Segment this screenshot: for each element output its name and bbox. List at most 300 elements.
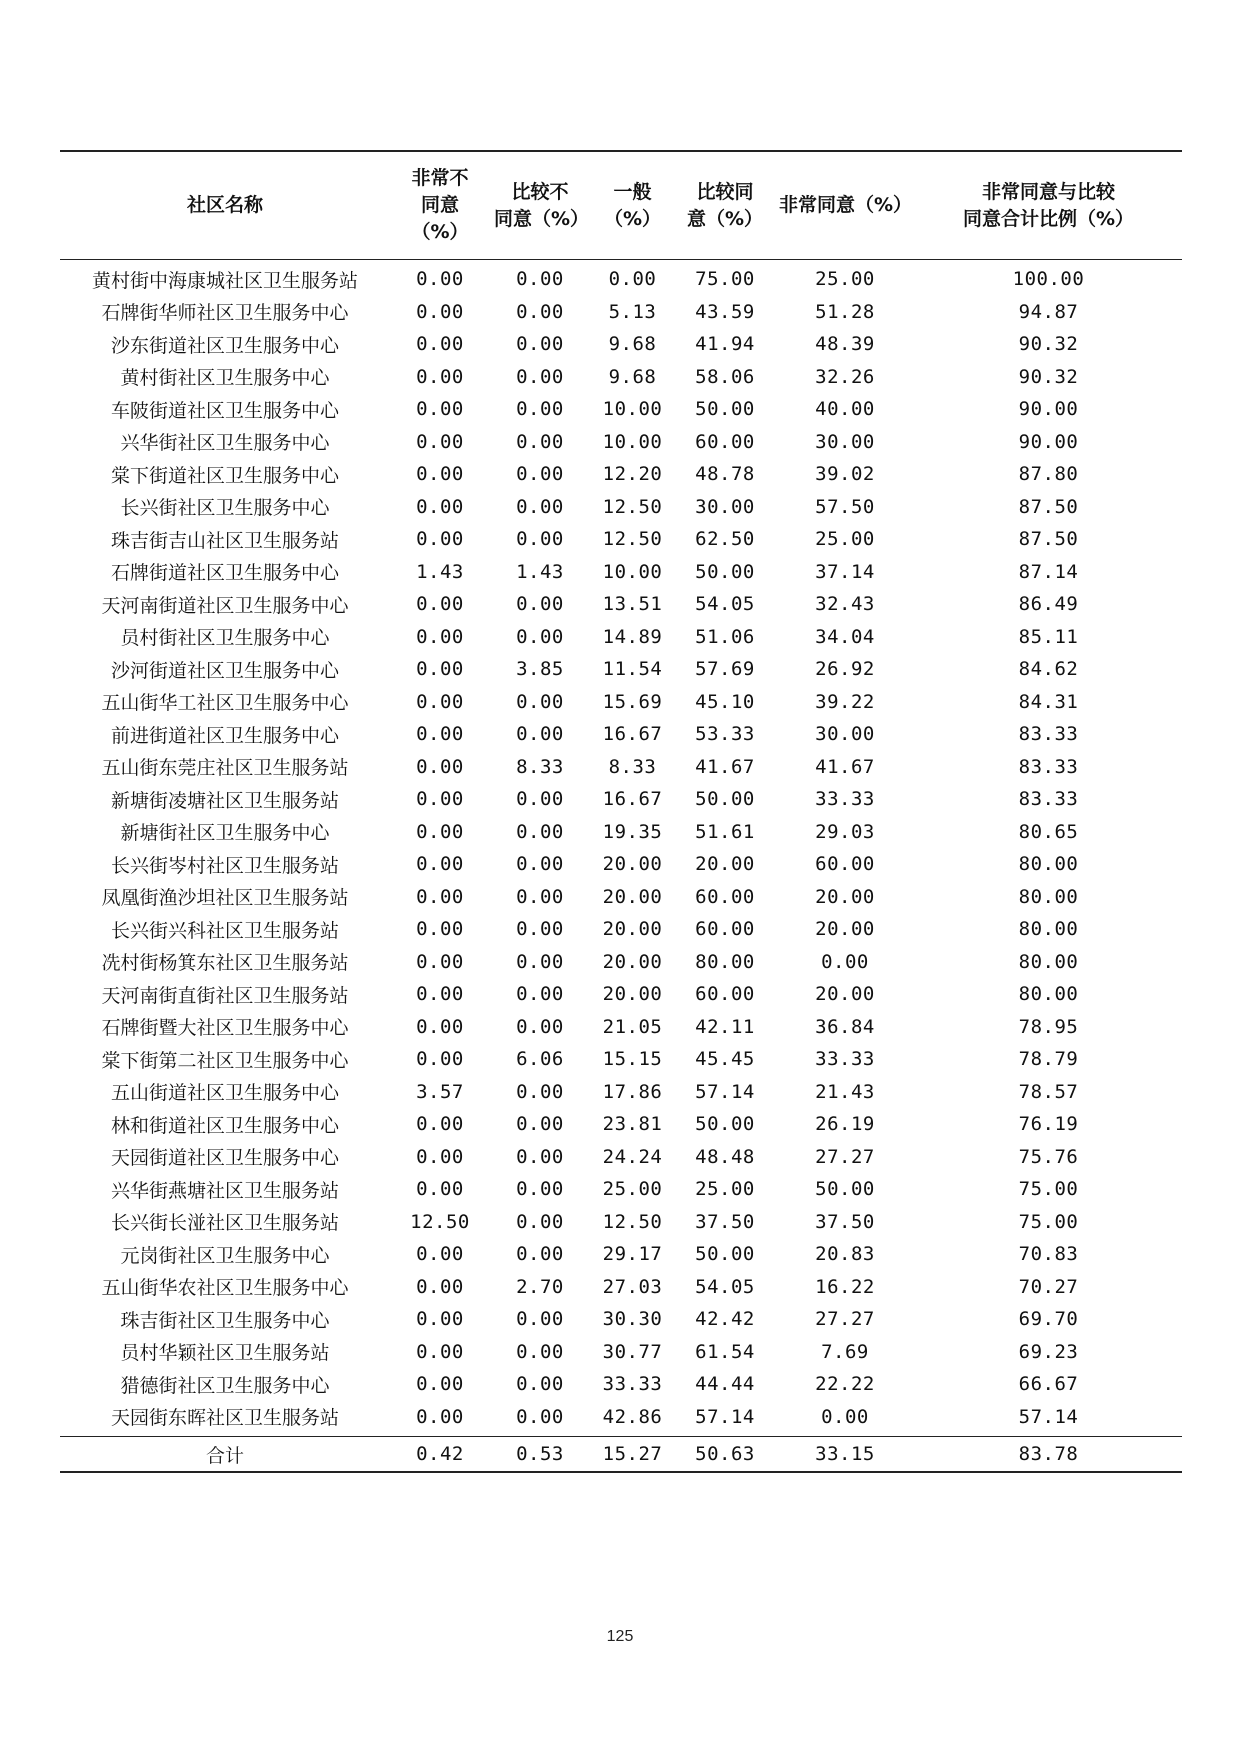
table-row (60, 783, 1182, 816)
cell-agree: 42.11 (695, 1015, 755, 1038)
cell-strongly-disagree: 0.00 (416, 658, 464, 681)
cell-neutral: 12.20 (602, 463, 663, 486)
cell-neutral: 20.00 (602, 918, 663, 941)
cell-disagree: 0.00 (516, 1308, 564, 1331)
cell-agree: 58.06 (695, 365, 755, 388)
table-row (60, 491, 1182, 524)
cell-neutral: 12.50 (602, 495, 663, 518)
cell-disagree: 8.33 (516, 755, 564, 778)
cell-strongly-agree: 39.02 (815, 463, 875, 486)
page-number: 125 (606, 1628, 634, 1645)
cell-disagree: 0.00 (516, 528, 564, 551)
cell-community-name: 沙东街道社区卫生服务中心 (110, 334, 339, 357)
table-row (60, 848, 1182, 881)
cell-neutral: 20.00 (602, 853, 663, 876)
cell-community-name: 冼村街杨箕东社区卫生服务站 (101, 952, 349, 975)
table-row (60, 1238, 1182, 1271)
cell-agree: 41.94 (695, 333, 755, 356)
cell-agree-total: 80.65 (1018, 820, 1079, 843)
cell-disagree: 3.85 (516, 658, 564, 681)
cell-disagree: 0.00 (516, 885, 564, 908)
cell-disagree: 0.00 (516, 268, 564, 291)
cell-community-name: 车陂街道社区卫生服务中心 (110, 399, 339, 422)
cell-agree: 61.54 (695, 1340, 755, 1363)
cell-strongly-disagree: 0.00 (416, 788, 464, 811)
cell-community-name: 员村华颖社区卫生服务站 (120, 1342, 330, 1365)
cell-strongly-agree: 16.22 (815, 1275, 875, 1298)
cell-agree: 45.45 (695, 1048, 755, 1071)
cell-community-name: 林和街道社区卫生服务中心 (110, 1114, 339, 1137)
total-agree-sum: 83.78 (1018, 1443, 1079, 1465)
cell-neutral: 27.03 (602, 1275, 663, 1298)
cell-strongly-agree: 26.92 (815, 658, 875, 681)
cell-agree-total: 87.14 (1018, 560, 1079, 583)
cell-strongly-agree: 29.03 (815, 820, 875, 843)
cell-agree: 51.06 (695, 625, 755, 648)
cell-strongly-agree: 20.00 (815, 885, 875, 908)
cell-community-name: 石牌街华师社区卫生服务中心 (101, 302, 349, 325)
cell-agree-total: 70.83 (1018, 1243, 1079, 1266)
cell-community-name: 员村街社区卫生服务中心 (120, 627, 330, 650)
cell-strongly-disagree: 0.00 (416, 398, 464, 421)
table-row (60, 686, 1182, 719)
table-row (60, 556, 1182, 589)
header-strongly-agree: 非常同意（%） (779, 194, 913, 216)
cell-strongly-disagree: 0.00 (416, 495, 464, 518)
cell-agree: 45.10 (695, 690, 755, 713)
cell-community-name: 五山街华农社区卫生服务中心 (101, 1277, 349, 1300)
cell-strongly-agree: 51.28 (815, 300, 875, 323)
cell-neutral: 29.17 (602, 1243, 663, 1266)
cell-agree: 62.50 (695, 528, 755, 551)
cell-disagree: 0.00 (516, 1178, 564, 1201)
total-row (60, 1437, 1182, 1473)
table-row (60, 296, 1182, 329)
cell-disagree: 0.00 (516, 983, 564, 1006)
cell-disagree: 0.00 (516, 430, 564, 453)
cell-community-name: 天河南街直街社区卫生服务站 (101, 984, 349, 1007)
cell-agree-total: 83.33 (1018, 723, 1079, 746)
cell-strongly-agree: 30.00 (815, 723, 875, 746)
cell-neutral: 8.33 (608, 755, 657, 778)
cell-disagree: 0.00 (516, 1080, 564, 1103)
header-community-name: 社区名称 (186, 194, 263, 216)
cell-strongly-agree: 26.19 (815, 1113, 875, 1136)
table-row (60, 588, 1182, 621)
cell-agree: 43.59 (695, 300, 755, 323)
cell-agree-total: 69.70 (1018, 1308, 1079, 1331)
cell-strongly-disagree: 0.00 (416, 950, 464, 973)
total-strongly-disagree: 0.42 (416, 1443, 464, 1465)
cell-agree-total: 75.76 (1018, 1145, 1079, 1168)
cell-disagree: 0.00 (516, 593, 564, 616)
cell-disagree: 0.00 (516, 1145, 564, 1168)
cell-disagree: 0.00 (516, 1405, 564, 1428)
cell-disagree: 0.00 (516, 398, 564, 421)
cell-community-name: 黄村街中海康城社区卫生服务站 (91, 269, 358, 292)
cell-agree-total: 86.49 (1018, 593, 1079, 616)
cell-neutral: 21.05 (602, 1015, 663, 1038)
cell-neutral: 33.33 (602, 1373, 663, 1396)
cell-strongly-disagree: 0.00 (416, 918, 464, 941)
cell-agree: 48.78 (695, 463, 755, 486)
cell-community-name: 珠吉街吉山社区卫生服务站 (110, 529, 339, 552)
cell-neutral: 20.00 (602, 950, 663, 973)
cell-community-name: 长兴街兴科社区卫生服务站 (110, 919, 339, 942)
cell-disagree: 0.00 (516, 950, 564, 973)
cell-neutral: 20.00 (602, 885, 663, 908)
total-agree: 50.63 (695, 1443, 755, 1465)
cell-disagree: 0.00 (516, 1015, 564, 1038)
cell-neutral: 11.54 (602, 658, 663, 681)
table-row (60, 913, 1182, 946)
cell-strongly-agree: 40.00 (815, 398, 875, 421)
cell-strongly-agree: 36.84 (815, 1015, 875, 1038)
cell-strongly-agree: 20.00 (815, 983, 875, 1006)
cell-community-name: 天河南街道社区卫生服务中心 (101, 594, 349, 617)
cell-strongly-agree: 32.26 (815, 365, 875, 388)
table-row (60, 1141, 1182, 1174)
table-row (60, 361, 1182, 394)
cell-agree-total: 78.79 (1018, 1048, 1079, 1071)
table-row (60, 426, 1182, 459)
cell-neutral: 25.00 (602, 1178, 663, 1201)
cell-agree: 20.00 (695, 853, 755, 876)
cell-agree: 60.00 (695, 918, 755, 941)
cell-agree-total: 66.67 (1018, 1373, 1079, 1396)
cell-disagree: 0.00 (516, 723, 564, 746)
cell-strongly-agree: 21.43 (815, 1080, 875, 1103)
cell-agree: 41.67 (695, 755, 755, 778)
table-footer (60, 1437, 1182, 1473)
cell-agree-total: 80.00 (1018, 885, 1079, 908)
cell-agree-total: 90.00 (1018, 398, 1079, 421)
cell-community-name: 新塘街凌塘社区卫生服务站 (110, 789, 339, 812)
cell-agree-total: 69.23 (1018, 1340, 1079, 1363)
cell-neutral: 13.51 (602, 593, 663, 616)
cell-agree-total: 87.50 (1018, 495, 1079, 518)
table-row (60, 1271, 1182, 1304)
cell-strongly-disagree: 0.00 (416, 1340, 464, 1363)
cell-community-name: 兴华街社区卫生服务中心 (120, 432, 330, 455)
cell-strongly-agree: 30.00 (815, 430, 875, 453)
cell-agree-total: 80.00 (1018, 983, 1079, 1006)
cell-neutral: 0.00 (608, 268, 657, 291)
cell-strongly-disagree: 1.43 (416, 560, 464, 583)
cell-community-name: 珠吉街社区卫生服务中心 (120, 1309, 330, 1332)
cell-strongly-disagree: 0.00 (416, 1145, 464, 1168)
cell-strongly-disagree: 0.00 (416, 625, 464, 648)
cell-neutral: 10.00 (602, 430, 663, 453)
cell-neutral: 30.77 (602, 1340, 663, 1363)
table-row (60, 458, 1182, 491)
cell-strongly-disagree: 0.00 (416, 430, 464, 453)
cell-agree-total: 78.95 (1018, 1015, 1079, 1038)
cell-community-name: 黄村街社区卫生服务中心 (120, 367, 330, 390)
cell-disagree: 2.70 (516, 1275, 564, 1298)
header-disagree: 比较不 同意（%） (494, 180, 590, 230)
cell-community-name: 五山街东莞庄社区卫生服务站 (101, 757, 349, 780)
cell-strongly-agree: 27.27 (815, 1308, 875, 1331)
cell-strongly-disagree: 0.00 (416, 885, 464, 908)
table-row (60, 260, 1182, 296)
table-row (60, 1206, 1182, 1239)
cell-community-name: 天园街道社区卫生服务中心 (110, 1147, 339, 1170)
cell-disagree: 1.43 (516, 560, 564, 583)
cell-community-name: 猎德街社区卫生服务中心 (120, 1374, 330, 1397)
table-row (60, 1368, 1182, 1401)
cell-agree: 60.00 (695, 430, 755, 453)
cell-strongly-disagree: 0.00 (416, 853, 464, 876)
cell-community-name: 沙河街道社区卫生服务中心 (110, 659, 339, 682)
cell-neutral: 12.50 (602, 1210, 663, 1233)
header-agree-total: 非常同意与比较 同意合计比例（%） (962, 180, 1135, 230)
cell-neutral: 24.24 (602, 1145, 663, 1168)
cell-strongly-agree: 50.00 (815, 1178, 875, 1201)
table-row (60, 328, 1182, 361)
cell-agree-total: 83.33 (1018, 788, 1079, 811)
cell-community-name: 石牌街道社区卫生服务中心 (110, 562, 339, 585)
cell-strongly-disagree: 3.57 (416, 1080, 464, 1103)
table-row (60, 1336, 1182, 1369)
table-row (60, 1108, 1182, 1141)
cell-strongly-agree: 20.83 (815, 1243, 875, 1266)
cell-agree: 50.00 (695, 788, 755, 811)
cell-strongly-disagree: 0.00 (416, 820, 464, 843)
cell-strongly-agree: 34.04 (815, 625, 875, 648)
table-row (60, 393, 1182, 426)
cell-agree-total: 83.33 (1018, 755, 1079, 778)
cell-agree: 44.44 (695, 1373, 755, 1396)
cell-agree: 51.61 (695, 820, 755, 843)
cell-strongly-agree: 0.00 (821, 950, 869, 973)
cell-disagree: 0.00 (516, 1373, 564, 1396)
cell-agree-total: 90.00 (1018, 430, 1079, 453)
cell-agree-total: 94.87 (1018, 300, 1079, 323)
table-row (60, 751, 1182, 784)
cell-agree-total: 90.32 (1018, 333, 1079, 356)
cell-agree: 60.00 (695, 983, 755, 1006)
cell-agree: 42.42 (695, 1308, 755, 1331)
cell-agree: 57.69 (695, 658, 755, 681)
cell-neutral: 16.67 (602, 788, 663, 811)
cell-agree: 50.00 (695, 1113, 755, 1136)
cell-strongly-agree: 7.69 (821, 1340, 869, 1363)
table-row (60, 816, 1182, 849)
table-row (60, 718, 1182, 751)
cell-disagree: 0.00 (516, 853, 564, 876)
cell-community-name: 棠下街第二社区卫生服务中心 (101, 1049, 349, 1072)
cell-disagree: 0.00 (516, 495, 564, 518)
cell-agree-total: 78.57 (1018, 1080, 1079, 1103)
cell-disagree: 6.06 (516, 1048, 564, 1071)
cell-disagree: 0.00 (516, 918, 564, 941)
cell-strongly-agree: 32.43 (815, 593, 875, 616)
cell-strongly-disagree: 12.50 (410, 1210, 470, 1233)
cell-strongly-disagree: 0.00 (416, 1113, 464, 1136)
cell-agree: 53.33 (695, 723, 755, 746)
cell-strongly-agree: 37.50 (815, 1210, 875, 1233)
cell-agree-total: 85.11 (1018, 625, 1079, 648)
cell-strongly-disagree: 0.00 (416, 1178, 464, 1201)
cell-neutral: 10.00 (602, 398, 663, 421)
table-row (60, 1303, 1182, 1336)
cell-agree-total: 76.19 (1018, 1113, 1079, 1136)
cell-community-name: 元岗街社区卫生服务中心 (120, 1244, 330, 1267)
header-neutral: 一般 （%） (603, 180, 662, 230)
cell-agree: 50.00 (695, 1243, 755, 1266)
cell-community-name: 长兴街长湴社区卫生服务站 (110, 1212, 339, 1235)
cell-community-name: 兴华街燕塘社区卫生服务站 (110, 1179, 339, 1202)
table-row (60, 881, 1182, 914)
cell-community-name: 前进街道社区卫生服务中心 (110, 724, 339, 747)
cell-neutral: 20.00 (602, 983, 663, 1006)
cell-strongly-disagree: 0.00 (416, 723, 464, 746)
cell-disagree: 0.00 (516, 820, 564, 843)
cell-community-name: 天园街东晖社区卫生服务站 (110, 1407, 339, 1430)
cell-community-name: 棠下街道社区卫生服务中心 (110, 464, 339, 487)
cell-community-name: 长兴街岑村社区卫生服务站 (110, 854, 339, 877)
cell-disagree: 0.00 (516, 788, 564, 811)
cell-agree-total: 70.27 (1018, 1275, 1079, 1298)
cell-strongly-agree: 57.50 (815, 495, 875, 518)
cell-agree-total: 84.62 (1018, 658, 1079, 681)
cell-disagree: 0.00 (516, 463, 564, 486)
cell-disagree: 0.00 (516, 690, 564, 713)
table-row (60, 523, 1182, 556)
cell-neutral: 15.69 (602, 690, 663, 713)
cell-strongly-disagree: 0.00 (416, 690, 464, 713)
total-strongly-agree: 33.15 (815, 1443, 875, 1465)
cell-neutral: 14.89 (602, 625, 663, 648)
table-row (60, 1043, 1182, 1076)
cell-agree-total: 80.00 (1018, 918, 1079, 941)
table-body (60, 260, 1182, 1437)
cell-agree-total: 75.00 (1018, 1210, 1079, 1233)
cell-disagree: 0.00 (516, 300, 564, 323)
cell-neutral: 19.35 (602, 820, 663, 843)
cell-neutral: 30.30 (602, 1308, 663, 1331)
cell-agree: 75.00 (695, 268, 755, 291)
cell-strongly-disagree: 0.00 (416, 755, 464, 778)
cell-strongly-disagree: 0.00 (416, 268, 464, 291)
cell-neutral: 15.15 (602, 1048, 663, 1071)
cell-community-name: 石牌街暨大社区卫生服务中心 (101, 1017, 349, 1040)
cell-disagree: 0.00 (516, 365, 564, 388)
cell-community-name: 五山街道社区卫生服务中心 (110, 1082, 339, 1105)
table-row (60, 1173, 1182, 1206)
table-row (60, 621, 1182, 654)
cell-neutral: 12.50 (602, 528, 663, 551)
cell-strongly-disagree: 0.00 (416, 1405, 464, 1428)
cell-agree: 25.00 (695, 1178, 755, 1201)
cell-agree-total: 90.32 (1018, 365, 1079, 388)
cell-neutral: 9.68 (608, 365, 657, 388)
cell-strongly-agree: 37.14 (815, 560, 875, 583)
cell-strongly-disagree: 0.00 (416, 463, 464, 486)
table-row (60, 653, 1182, 686)
cell-agree: 37.50 (695, 1210, 755, 1233)
cell-disagree: 0.00 (516, 333, 564, 356)
cell-strongly-agree: 39.22 (815, 690, 875, 713)
cell-neutral: 5.13 (608, 300, 657, 323)
cell-strongly-agree: 33.33 (815, 788, 875, 811)
cell-strongly-disagree: 0.00 (416, 1048, 464, 1071)
cell-strongly-disagree: 0.00 (416, 1243, 464, 1266)
cell-strongly-agree: 25.00 (815, 268, 875, 291)
cell-agree-total: 87.80 (1018, 463, 1079, 486)
cell-neutral: 23.81 (602, 1113, 663, 1136)
cell-strongly-disagree: 0.00 (416, 1275, 464, 1298)
cell-agree: 57.14 (695, 1405, 755, 1428)
cell-neutral: 9.68 (608, 333, 657, 356)
cell-agree: 60.00 (695, 885, 755, 908)
total-disagree: 0.53 (516, 1443, 564, 1465)
cell-agree-total: 57.14 (1018, 1405, 1079, 1428)
total-neutral: 15.27 (602, 1443, 663, 1465)
satisfaction-table (60, 150, 1182, 1473)
cell-agree: 80.00 (695, 950, 755, 973)
cell-disagree: 0.00 (516, 1340, 564, 1363)
cell-community-name: 长兴街社区卫生服务中心 (120, 497, 330, 520)
table-row (60, 1401, 1182, 1437)
cell-strongly-agree: 60.00 (815, 853, 875, 876)
cell-strongly-disagree: 0.00 (416, 1308, 464, 1331)
cell-neutral: 10.00 (602, 560, 663, 583)
cell-strongly-disagree: 0.00 (416, 1015, 464, 1038)
cell-agree-total: 80.00 (1018, 853, 1079, 876)
cell-strongly-disagree: 0.00 (416, 300, 464, 323)
table-row (60, 946, 1182, 979)
cell-strongly-agree: 25.00 (815, 528, 875, 551)
table-header (60, 151, 1182, 260)
cell-agree-total: 87.50 (1018, 528, 1079, 551)
cell-disagree: 0.00 (516, 1210, 564, 1233)
cell-strongly-disagree: 0.00 (416, 528, 464, 551)
cell-strongly-disagree: 0.00 (416, 365, 464, 388)
cell-strongly-agree: 20.00 (815, 918, 875, 941)
cell-agree: 54.05 (695, 593, 755, 616)
header-row (60, 151, 1182, 260)
cell-strongly-disagree: 0.00 (416, 333, 464, 356)
cell-agree-total: 84.31 (1018, 690, 1079, 713)
cell-agree: 50.00 (695, 560, 755, 583)
cell-strongly-agree: 22.22 (815, 1373, 875, 1396)
cell-disagree: 0.00 (516, 625, 564, 648)
cell-community-name: 五山街华工社区卫生服务中心 (101, 692, 349, 715)
cell-community-name: 新塘街社区卫生服务中心 (120, 822, 330, 845)
cell-strongly-agree: 33.33 (815, 1048, 875, 1071)
cell-agree: 30.00 (695, 495, 755, 518)
cell-strongly-agree: 0.00 (821, 1405, 869, 1428)
cell-strongly-disagree: 0.00 (416, 1373, 464, 1396)
cell-neutral: 16.67 (602, 723, 663, 746)
table-row (60, 1011, 1182, 1044)
total-label: 合计 (205, 1444, 244, 1467)
cell-strongly-agree: 48.39 (815, 333, 875, 356)
table-row (60, 978, 1182, 1011)
cell-neutral: 17.86 (602, 1080, 663, 1103)
cell-agree: 57.14 (695, 1080, 755, 1103)
table-row (60, 1076, 1182, 1109)
cell-strongly-agree: 27.27 (815, 1145, 875, 1168)
cell-community-name: 凤凰街渔沙坦社区卫生服务站 (101, 887, 349, 910)
header-strongly-disagree: 非常不 同意 （%） (411, 167, 469, 243)
cell-agree: 50.00 (695, 398, 755, 421)
cell-strongly-agree: 41.67 (815, 755, 875, 778)
cell-agree-total: 80.00 (1018, 950, 1079, 973)
cell-agree: 54.05 (695, 1275, 755, 1298)
